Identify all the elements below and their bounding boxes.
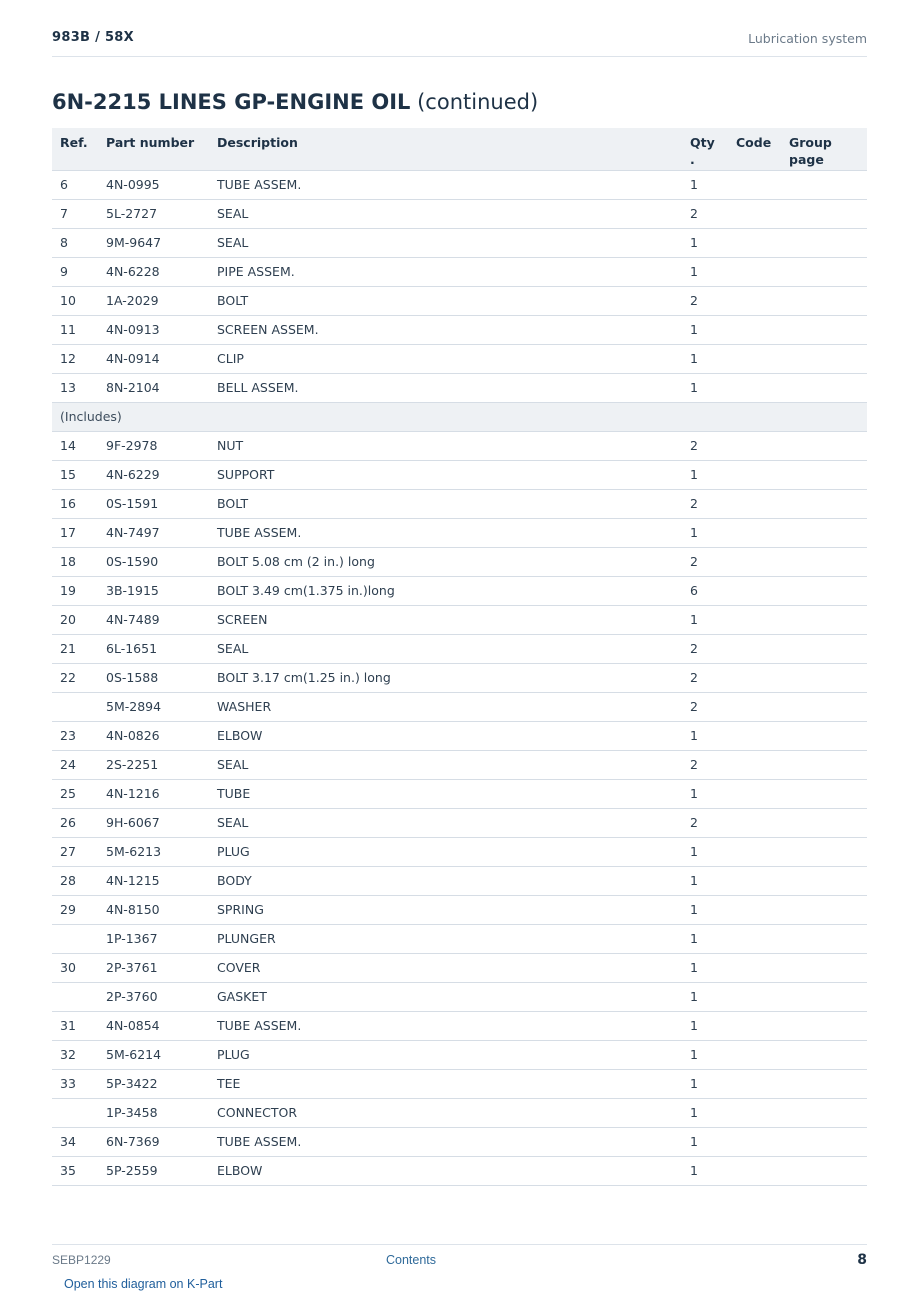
table-row: [52, 982, 867, 1011]
code-cell: [728, 721, 781, 750]
qty-cell: 1: [682, 1011, 728, 1040]
description-cell: GASKET: [209, 982, 682, 1011]
ref-cell: 32: [52, 1040, 98, 1069]
qty-cell: 1: [682, 866, 728, 895]
code-cell: [728, 286, 781, 315]
description-cell: SCREEN: [209, 605, 682, 634]
page-header: [52, 28, 867, 57]
group-title: 6N-2215 LINES GP-ENGINE OIL: [52, 90, 411, 114]
description-cell: BOLT: [209, 286, 682, 315]
part-number-cell: 3B-1915: [98, 576, 209, 605]
group-page-cell: [781, 199, 867, 228]
code-cell: [728, 170, 781, 199]
code-cell: [728, 924, 781, 953]
ref-cell: 6: [52, 170, 98, 199]
code-cell: [728, 779, 781, 808]
table-row: [52, 170, 867, 199]
code-cell: [728, 634, 781, 663]
ref-cell: 34: [52, 1127, 98, 1156]
part-number-cell: 6L-1651: [98, 634, 209, 663]
part-number-cell: 2P-3761: [98, 953, 209, 982]
part-number-cell: 4N-0995: [98, 170, 209, 199]
group-page-cell: [781, 286, 867, 315]
ref-cell: 35: [52, 1156, 98, 1185]
group-page-cell: [781, 373, 867, 402]
qty-cell: 1: [682, 721, 728, 750]
description-cell: PIPE ASSEM.: [209, 257, 682, 286]
table-row: [52, 1011, 867, 1040]
qty-cell: 2: [682, 286, 728, 315]
part-number-cell: 0S-1588: [98, 663, 209, 692]
qty-cell: 1: [682, 1156, 728, 1185]
table-row: [52, 373, 867, 402]
qty-cell: 1: [682, 170, 728, 199]
group-page-cell: [781, 634, 867, 663]
document-id: SEBP1229: [52, 1253, 111, 1267]
table-row: [52, 808, 867, 837]
part-number-cell: 2P-3760: [98, 982, 209, 1011]
ref-cell: 21: [52, 634, 98, 663]
table-row: [52, 344, 867, 373]
ref-cell: 18: [52, 547, 98, 576]
table-row: [52, 663, 867, 692]
description-cell: PLUG: [209, 837, 682, 866]
part-number-cell: 5P-2559: [98, 1156, 209, 1185]
group-page-cell: [781, 1011, 867, 1040]
ref-cell: 12: [52, 344, 98, 373]
contents-link[interactable]: Contents: [386, 1253, 437, 1267]
group-page-cell: [781, 605, 867, 634]
qty-cell: 6: [682, 576, 728, 605]
table-row: [52, 315, 867, 344]
code-cell: [728, 576, 781, 605]
header-part-number: Part number: [98, 128, 209, 170]
ref-cell: [52, 924, 98, 953]
table-row: [52, 286, 867, 315]
group-page-cell: [781, 460, 867, 489]
description-cell: SUPPORT: [209, 460, 682, 489]
ref-cell: 24: [52, 750, 98, 779]
group-page-cell: [781, 1040, 867, 1069]
header-code: Code: [728, 128, 781, 170]
ref-cell: 14: [52, 431, 98, 460]
group-page-cell: [781, 1098, 867, 1127]
table-row: [52, 779, 867, 808]
table-row: [52, 721, 867, 750]
code-cell: [728, 895, 781, 924]
group-page-cell: [781, 866, 867, 895]
ref-cell: 8: [52, 228, 98, 257]
group-page-cell: [781, 1127, 867, 1156]
code-cell: [728, 199, 781, 228]
group-page-cell: [781, 170, 867, 199]
ref-cell: 27: [52, 837, 98, 866]
part-number-cell: 9H-6067: [98, 808, 209, 837]
description-cell: SEAL: [209, 199, 682, 228]
group-page-cell: [781, 808, 867, 837]
code-cell: [728, 257, 781, 286]
qty-cell: 1: [682, 1127, 728, 1156]
group-page-cell: [781, 837, 867, 866]
ref-cell: 22: [52, 663, 98, 692]
ref-cell: 9: [52, 257, 98, 286]
part-number-cell: 1A-2029: [98, 286, 209, 315]
part-number-cell: 9M-9647: [98, 228, 209, 257]
qty-cell: 1: [682, 257, 728, 286]
group-page-cell: [781, 692, 867, 721]
group-page-cell: [781, 721, 867, 750]
table-body: [52, 170, 867, 1185]
table-row: [52, 750, 867, 779]
description-cell: COVER: [209, 953, 682, 982]
table-row: [52, 1069, 867, 1098]
code-cell: [728, 344, 781, 373]
group-page-cell: [781, 431, 867, 460]
header-ref: Ref.: [52, 128, 98, 170]
code-cell: [728, 460, 781, 489]
qty-cell: 2: [682, 808, 728, 837]
part-number-cell: 4N-6229: [98, 460, 209, 489]
group-page-cell: [781, 982, 867, 1011]
description-cell: PLUG: [209, 1040, 682, 1069]
parts-table: [52, 128, 867, 1186]
group-page-cell: [781, 228, 867, 257]
part-number-cell: 8N-2104: [98, 373, 209, 402]
table-row: [52, 1040, 867, 1069]
description-cell: BELL ASSEM.: [209, 373, 682, 402]
part-number-cell: 4N-0854: [98, 1011, 209, 1040]
qty-cell: 1: [682, 460, 728, 489]
qty-cell: 2: [682, 199, 728, 228]
code-cell: [728, 982, 781, 1011]
machine-model: 983B / 58X: [52, 30, 134, 45]
ref-cell: 15: [52, 460, 98, 489]
table-row: [52, 257, 867, 286]
ref-cell: 25: [52, 779, 98, 808]
description-cell: CLIP: [209, 344, 682, 373]
group-page-cell: [781, 750, 867, 779]
table-row: [52, 199, 867, 228]
qty-cell: 1: [682, 837, 728, 866]
description-cell: ELBOW: [209, 1156, 682, 1185]
code-cell: [728, 373, 781, 402]
part-number-cell: 9F-2978: [98, 431, 209, 460]
part-number-cell: 4N-0913: [98, 315, 209, 344]
group-page-cell: [781, 895, 867, 924]
description-cell: SEAL: [209, 750, 682, 779]
part-number-cell: 5M-6213: [98, 837, 209, 866]
code-cell: [728, 837, 781, 866]
qty-cell: 1: [682, 605, 728, 634]
table-header-row: [52, 128, 867, 170]
ref-cell: 29: [52, 895, 98, 924]
qty-cell: 1: [682, 373, 728, 402]
description-cell: BODY: [209, 866, 682, 895]
description-cell: TUBE: [209, 779, 682, 808]
group-page-cell: [781, 344, 867, 373]
table-row: [52, 866, 867, 895]
group-page-cell: [781, 489, 867, 518]
table-row: [52, 924, 867, 953]
code-cell: [728, 1069, 781, 1098]
code-cell: [728, 953, 781, 982]
ref-cell: [52, 1098, 98, 1127]
table-row: [52, 460, 867, 489]
page-number: 8: [857, 1252, 867, 1268]
part-number-cell: 4N-7489: [98, 605, 209, 634]
description-cell: BOLT 5.08 cm (2 in.) long: [209, 547, 682, 576]
part-number-cell: 0S-1590: [98, 547, 209, 576]
description-cell: ELBOW: [209, 721, 682, 750]
ref-cell: 11: [52, 315, 98, 344]
section-name: Lubrication system: [748, 31, 867, 46]
ref-cell: 13: [52, 373, 98, 402]
part-number-cell: 5M-2894: [98, 692, 209, 721]
code-cell: [728, 431, 781, 460]
qty-cell: 2: [682, 547, 728, 576]
qty-cell: 1: [682, 1098, 728, 1127]
group-page-cell: [781, 518, 867, 547]
ref-cell: 26: [52, 808, 98, 837]
table-row: [52, 1127, 867, 1156]
description-cell: SEAL: [209, 808, 682, 837]
description-cell: PLUNGER: [209, 924, 682, 953]
table-row: [52, 576, 867, 605]
header-group-page: Group page: [781, 128, 867, 170]
qty-cell: 1: [682, 1040, 728, 1069]
qty-cell: 2: [682, 634, 728, 663]
description-cell: TUBE ASSEM.: [209, 1011, 682, 1040]
header-qty: Qty .: [682, 128, 728, 170]
qty-cell: 1: [682, 1069, 728, 1098]
part-number-cell: 4N-7497: [98, 518, 209, 547]
group-page-cell: [781, 257, 867, 286]
includes-note: (Includes): [52, 402, 867, 431]
table-row: [52, 634, 867, 663]
page-title: [52, 90, 538, 114]
includes-note-row: [52, 402, 867, 431]
table-row: [52, 518, 867, 547]
description-cell: TEE: [209, 1069, 682, 1098]
table-row: [52, 547, 867, 576]
qty-cell: 2: [682, 663, 728, 692]
code-cell: [728, 866, 781, 895]
description-cell: SEAL: [209, 634, 682, 663]
group-page-cell: [781, 953, 867, 982]
part-number-cell: 1P-1367: [98, 924, 209, 953]
part-number-cell: 5P-3422: [98, 1069, 209, 1098]
description-cell: BOLT 3.17 cm(1.25 in.) long: [209, 663, 682, 692]
code-cell: [728, 1156, 781, 1185]
part-number-cell: 5M-6214: [98, 1040, 209, 1069]
ref-cell: 7: [52, 199, 98, 228]
description-cell: BOLT 3.49 cm(1.375 in.)long: [209, 576, 682, 605]
part-number-cell: 6N-7369: [98, 1127, 209, 1156]
table-row: [52, 605, 867, 634]
group-page-cell: [781, 1156, 867, 1185]
table-row: [52, 1098, 867, 1127]
table-row: [52, 228, 867, 257]
description-cell: SPRING: [209, 895, 682, 924]
table-row: [52, 1156, 867, 1185]
qty-cell: 2: [682, 489, 728, 518]
qty-cell: 1: [682, 924, 728, 953]
qty-cell: 2: [682, 431, 728, 460]
description-cell: WASHER: [209, 692, 682, 721]
group-page-cell: [781, 779, 867, 808]
description-cell: TUBE ASSEM.: [209, 1127, 682, 1156]
group-page-cell: [781, 924, 867, 953]
qty-cell: 2: [682, 750, 728, 779]
part-number-cell: 4N-0914: [98, 344, 209, 373]
ref-cell: [52, 692, 98, 721]
group-page-cell: [781, 1069, 867, 1098]
description-cell: SEAL: [209, 228, 682, 257]
part-number-cell: 4N-0826: [98, 721, 209, 750]
code-cell: [728, 1098, 781, 1127]
ref-cell: 16: [52, 489, 98, 518]
qty-cell: 1: [682, 895, 728, 924]
ref-cell: [52, 982, 98, 1011]
code-cell: [728, 489, 781, 518]
table-row: [52, 431, 867, 460]
description-cell: CONNECTOR: [209, 1098, 682, 1127]
qty-cell: 1: [682, 315, 728, 344]
code-cell: [728, 1011, 781, 1040]
code-cell: [728, 547, 781, 576]
qty-cell: 1: [682, 982, 728, 1011]
ref-cell: 23: [52, 721, 98, 750]
ref-cell: 19: [52, 576, 98, 605]
ref-cell: 28: [52, 866, 98, 895]
code-cell: [728, 1127, 781, 1156]
qty-cell: 1: [682, 228, 728, 257]
ref-cell: 30: [52, 953, 98, 982]
table-row: [52, 489, 867, 518]
table-row: [52, 953, 867, 982]
open-in-kpart-link[interactable]: Open this diagram on K-Part: [64, 1277, 223, 1291]
code-cell: [728, 315, 781, 344]
code-cell: [728, 692, 781, 721]
group-page-cell: [781, 547, 867, 576]
qty-cell: 2: [682, 692, 728, 721]
part-number-cell: 2S-2251: [98, 750, 209, 779]
code-cell: [728, 228, 781, 257]
ref-cell: 20: [52, 605, 98, 634]
part-number-cell: 4N-1215: [98, 866, 209, 895]
ref-cell: 31: [52, 1011, 98, 1040]
description-cell: SCREEN ASSEM.: [209, 315, 682, 344]
code-cell: [728, 808, 781, 837]
header-description: Description: [209, 128, 682, 170]
part-number-cell: 0S-1591: [98, 489, 209, 518]
part-number-cell: 4N-1216: [98, 779, 209, 808]
description-cell: TUBE ASSEM.: [209, 518, 682, 547]
description-cell: BOLT: [209, 489, 682, 518]
group-page-cell: [781, 315, 867, 344]
ref-cell: 17: [52, 518, 98, 547]
table-row: [52, 837, 867, 866]
part-number-cell: 1P-3458: [98, 1098, 209, 1127]
code-cell: [728, 663, 781, 692]
qty-cell: 1: [682, 953, 728, 982]
qty-cell: 1: [682, 344, 728, 373]
group-page-cell: [781, 576, 867, 605]
table-row: [52, 692, 867, 721]
qty-cell: 1: [682, 518, 728, 547]
footer-divider: [52, 1244, 867, 1245]
description-cell: TUBE ASSEM.: [209, 170, 682, 199]
ref-cell: 10: [52, 286, 98, 315]
part-number-cell: 5L-2727: [98, 199, 209, 228]
qty-cell: 1: [682, 779, 728, 808]
code-cell: [728, 750, 781, 779]
description-cell: NUT: [209, 431, 682, 460]
part-number-cell: 4N-6228: [98, 257, 209, 286]
ref-cell: 33: [52, 1069, 98, 1098]
code-cell: [728, 518, 781, 547]
code-cell: [728, 1040, 781, 1069]
part-number-cell: 4N-8150: [98, 895, 209, 924]
table-row: [52, 895, 867, 924]
code-cell: [728, 605, 781, 634]
group-page-cell: [781, 663, 867, 692]
title-continued: (continued): [410, 90, 539, 114]
